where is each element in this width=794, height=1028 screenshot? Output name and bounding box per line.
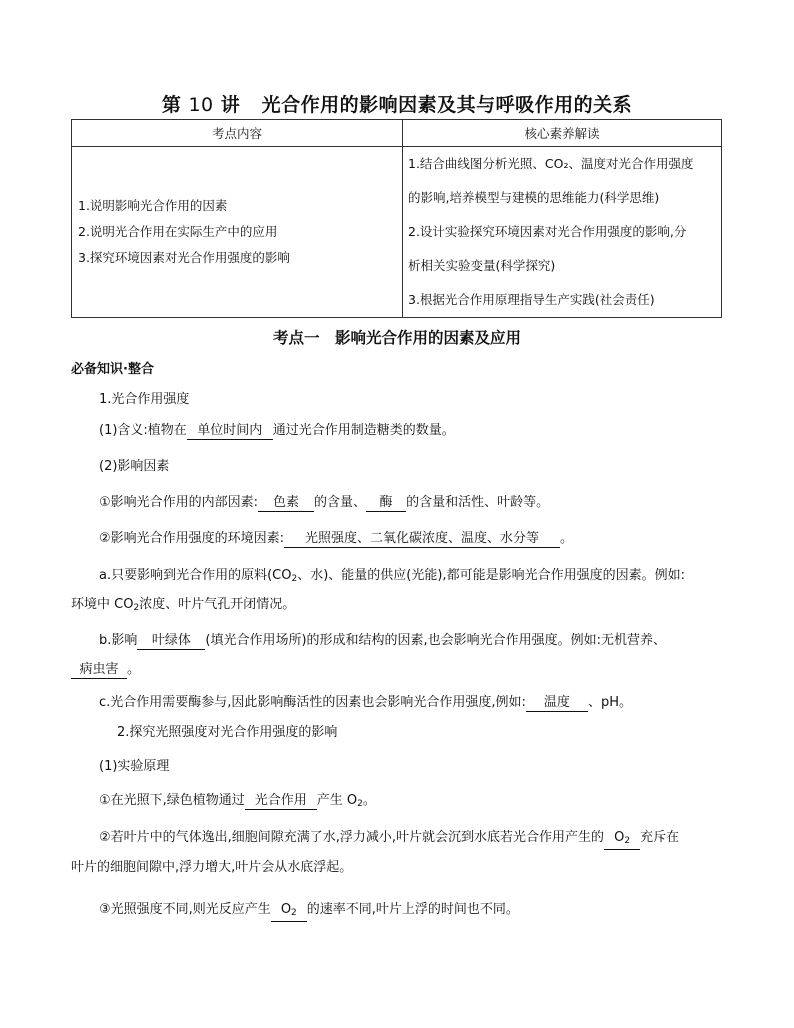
- title-prefix: 第: [161, 94, 182, 116]
- answer-blank: 单位时间内: [187, 423, 273, 440]
- paragraph: ①在光照下,绿色植物通过 光合作用 产生 $O_2$。: [99, 793, 376, 809]
- content-item: 1.说明影响光合作用的因素: [78, 198, 228, 213]
- summary-table: [71, 119, 722, 318]
- content-item: 3.探究环境因素对光合作用强度的影响: [78, 250, 290, 265]
- paragraph: ②影响光合作用强度的环境因素: 光照强度、二氧化碳浓度、温度、水分等 。: [99, 531, 574, 546]
- paragraph: 环境中 $CO_2$浓度、叶片气孔开闭情况。: [71, 597, 296, 613]
- literacy-line: 1.结合曲线图分析光照、CO₂、温度对光合作用强度: [408, 156, 694, 171]
- literacy-line: 3.根据光合作用原理指导生产实践(社会责任): [408, 292, 655, 307]
- answer-blank: 色素: [258, 495, 314, 512]
- literacy-line: 的影响,培养模型与建模的思维能力(科学思维): [408, 190, 660, 205]
- answer-blank: $O_2$: [604, 830, 640, 850]
- paragraph: 叶片的细胞间隙中,浮力增大,叶片会从水底浮起。: [71, 860, 353, 875]
- paragraph: ③光照强度不同,则光反应产生 $O_2$ 的速率不同,叶片上浮的时间也不同。: [99, 898, 519, 922]
- section-title: 考点一 影响光合作用的因素及应用: [272, 329, 521, 347]
- table-cell-literacy: [403, 147, 722, 318]
- answer-blank: 光合作用: [245, 793, 317, 810]
- paragraph: b.影响 叶绿体 (填光合作用场所)的形成和结构的因素,也会影响光合作用强度。例如:无机营养、: [99, 633, 667, 648]
- paragraph: ①影响光合作用的内部因素: 色素 的含量、 酶 的含量和活性、叶龄等。: [99, 495, 550, 510]
- table-header-literacy: 核心素养解读: [403, 120, 722, 147]
- paragraph: (2)影响因素: [99, 459, 170, 474]
- paragraph: 病虫害 。: [71, 658, 140, 679]
- answer-blank: 温度: [526, 695, 588, 712]
- paragraph: 2.探究光照强度对光合作用强度的影响: [117, 725, 338, 740]
- paragraph: ②若叶片中的气体逸出,细胞间隙充满了水,浮力减小,叶片就会沉到水底若光合作用产生的 $O_2$ 充斥在: [99, 826, 679, 850]
- answer-blank: 光照强度、二氧化碳浓度、温度、水分等: [284, 531, 560, 548]
- paragraph: a.只要影响到光合作用的原料($CO_2$、水)、能量的供应(光能),都可能是影响光合作用强度的因素。例如:: [99, 568, 685, 584]
- literacy-line: 2.设计实验探究环境因素对光合作用强度的影响,分: [408, 224, 687, 239]
- answer-blank: 叶绿体: [137, 633, 205, 650]
- title-suffix: 讲: [220, 94, 241, 116]
- table-header-content: 考点内容: [72, 120, 403, 147]
- paragraph: c.光合作用需要酶参与,因此影响酶活性的因素也会影响光合作用强度,例如: 温度 、pH。: [99, 695, 632, 710]
- answer-blank: 病虫害: [71, 662, 127, 679]
- paragraph: 1.光合作用强度: [99, 392, 190, 407]
- answer-blank: 酶: [366, 495, 406, 512]
- literacy-line: 析相关实验变量(科学探究): [408, 258, 556, 273]
- subheading: 必备知识·整合: [71, 362, 154, 377]
- table-cell-content: [72, 147, 403, 318]
- paragraph: (1)含义:植物在 单位时间内 通过光合作用制造糖类的数量。: [99, 423, 455, 438]
- page-title: [0, 90, 794, 117]
- title-text: 光合作用的影响因素及其与呼吸作用的关系: [261, 94, 633, 116]
- answer-blank: $O_2$: [271, 902, 307, 922]
- title-number: 10: [188, 94, 214, 116]
- paragraph: (1)实验原理: [99, 759, 170, 774]
- content-item: 2.说明光合作用在实际生产中的应用: [78, 224, 278, 239]
